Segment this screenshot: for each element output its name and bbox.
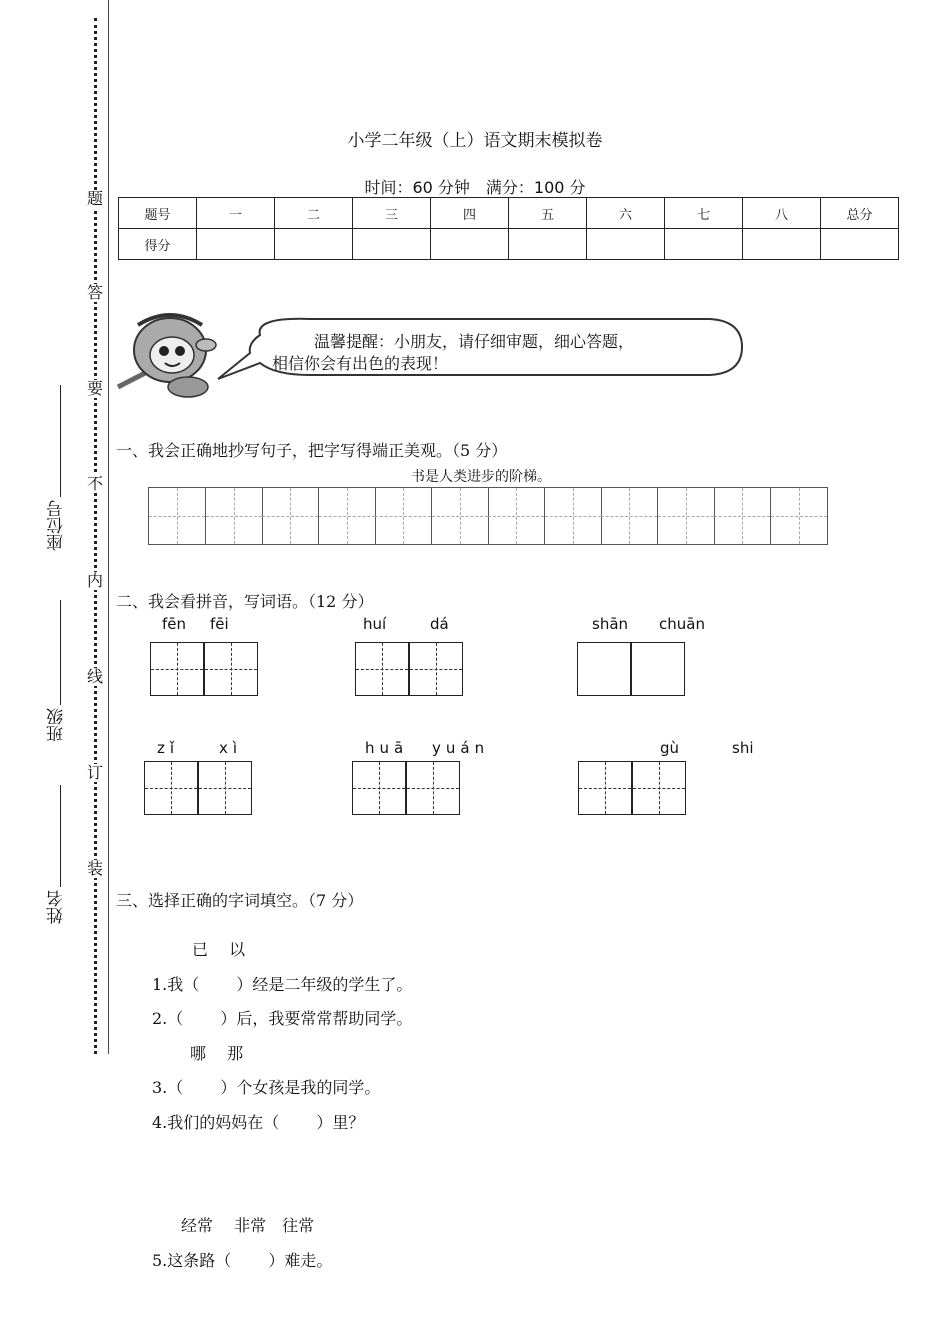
section3-heading: 三、选择正确的字词填空。（7 分）	[116, 891, 364, 910]
pinyin-label: shi	[732, 739, 754, 757]
section1-heading: 一、我会正确地抄写句子，把字写得端正美观。（5 分）	[116, 441, 508, 460]
pinyin-label: huā	[365, 739, 409, 757]
binding-char: 装	[86, 859, 103, 878]
reminder-line-2: 相信你会有出色的表现！	[272, 354, 449, 373]
binding-char: 要	[86, 379, 103, 398]
pinyin-label: dá	[430, 615, 449, 633]
answer-box[interactable]	[352, 761, 406, 815]
score-blank[interactable]	[509, 229, 587, 260]
score-table-cell: 五	[509, 198, 587, 229]
binding-char: 订	[86, 763, 103, 782]
binding-char: 内	[86, 571, 103, 590]
score-table-cell: 总分	[821, 198, 899, 229]
pinyin-label: yuán	[432, 739, 490, 757]
class-label: 班级	[47, 708, 67, 742]
score-blank[interactable]	[275, 229, 353, 260]
seat-number-label: 座位号	[47, 500, 67, 551]
score-blank[interactable]	[431, 229, 509, 260]
score-table-cell: 得分	[119, 229, 197, 260]
binding-char: 题	[86, 189, 103, 208]
answer-box[interactable]	[150, 642, 204, 696]
question-1: 1.我（ ）经是二年级的学生了。	[152, 975, 413, 994]
answer-box[interactable]	[409, 642, 463, 696]
binding-char: 不	[86, 474, 103, 493]
score-table-cell: 八	[743, 198, 821, 229]
name-label: 姓名	[47, 890, 67, 924]
score-table-cell: 六	[587, 198, 665, 229]
score-table-cell: 一	[197, 198, 275, 229]
score-table-cell: 题号	[119, 198, 197, 229]
binding-char: 答	[86, 283, 103, 302]
pinyin-label: gù	[660, 739, 680, 757]
reminder-line-1: 温馨提醒：小朋友，请仔细审题，细心答题，	[314, 332, 635, 351]
word-choices: 已 以	[192, 940, 246, 959]
score-table-header-row	[119, 198, 899, 229]
answer-box[interactable]	[198, 761, 252, 815]
answer-box[interactable]	[204, 642, 258, 696]
question-2: 2.（ ）后，我要常常帮助同学。	[152, 1009, 413, 1028]
score-table	[118, 197, 899, 260]
question-3: 3.（ ）个女孩是我的同学。	[152, 1078, 381, 1097]
binding-margin-line	[108, 0, 109, 1054]
name-blank	[60, 785, 61, 887]
class-blank	[60, 600, 61, 705]
score-table-cell: 四	[431, 198, 509, 229]
score-blank[interactable]	[587, 229, 665, 260]
copy-sentence: 书是人类进步的阶梯。	[411, 469, 551, 485]
answer-box[interactable]	[406, 761, 460, 815]
score-blank[interactable]	[665, 229, 743, 260]
time-and-score-info: 时间：60 分钟 满分：100 分	[364, 178, 586, 197]
section2-heading: 二、我会看拼音，写词语。（12 分）	[116, 592, 374, 611]
binding-char: 线	[86, 667, 103, 686]
score-blank[interactable]	[197, 229, 275, 260]
copy-writing-grid[interactable]	[148, 487, 828, 545]
pinyin-label: xì	[219, 739, 243, 757]
reminder-text	[272, 331, 634, 375]
pinyin-label: huí	[363, 615, 387, 633]
pinyin-label: zǐ	[157, 739, 180, 757]
answer-box[interactable]	[631, 642, 685, 696]
pinyin-label: shān	[592, 615, 629, 633]
answer-box[interactable]	[577, 642, 631, 696]
binding-dotted-line	[94, 18, 97, 1054]
score-table-cell: 二	[275, 198, 353, 229]
score-table-score-row	[119, 229, 899, 260]
word-choices: 经常 非常 往常	[181, 1216, 315, 1235]
pinyin-label: fēn	[162, 615, 187, 633]
question-4: 4.我们的妈妈在（ ）里？	[152, 1113, 365, 1132]
score-blank[interactable]	[353, 229, 431, 260]
score-blank[interactable]	[821, 229, 899, 260]
exam-title: 小学二年级（上）语文期末模拟卷	[347, 131, 603, 151]
pinyin-label: chuān	[659, 615, 705, 633]
score-table-cell: 七	[665, 198, 743, 229]
word-choices: 哪 那	[190, 1044, 244, 1063]
pinyin-label: fēi	[210, 615, 229, 633]
monkey-mascot-icon	[118, 315, 216, 397]
score-table-cell: 三	[353, 198, 431, 229]
score-blank[interactable]	[743, 229, 821, 260]
question-5: 5.这条路（ ）难走。	[152, 1251, 333, 1270]
answer-box[interactable]	[355, 642, 409, 696]
answer-box[interactable]	[578, 761, 632, 815]
answer-box[interactable]	[144, 761, 198, 815]
answer-box[interactable]	[632, 761, 686, 815]
